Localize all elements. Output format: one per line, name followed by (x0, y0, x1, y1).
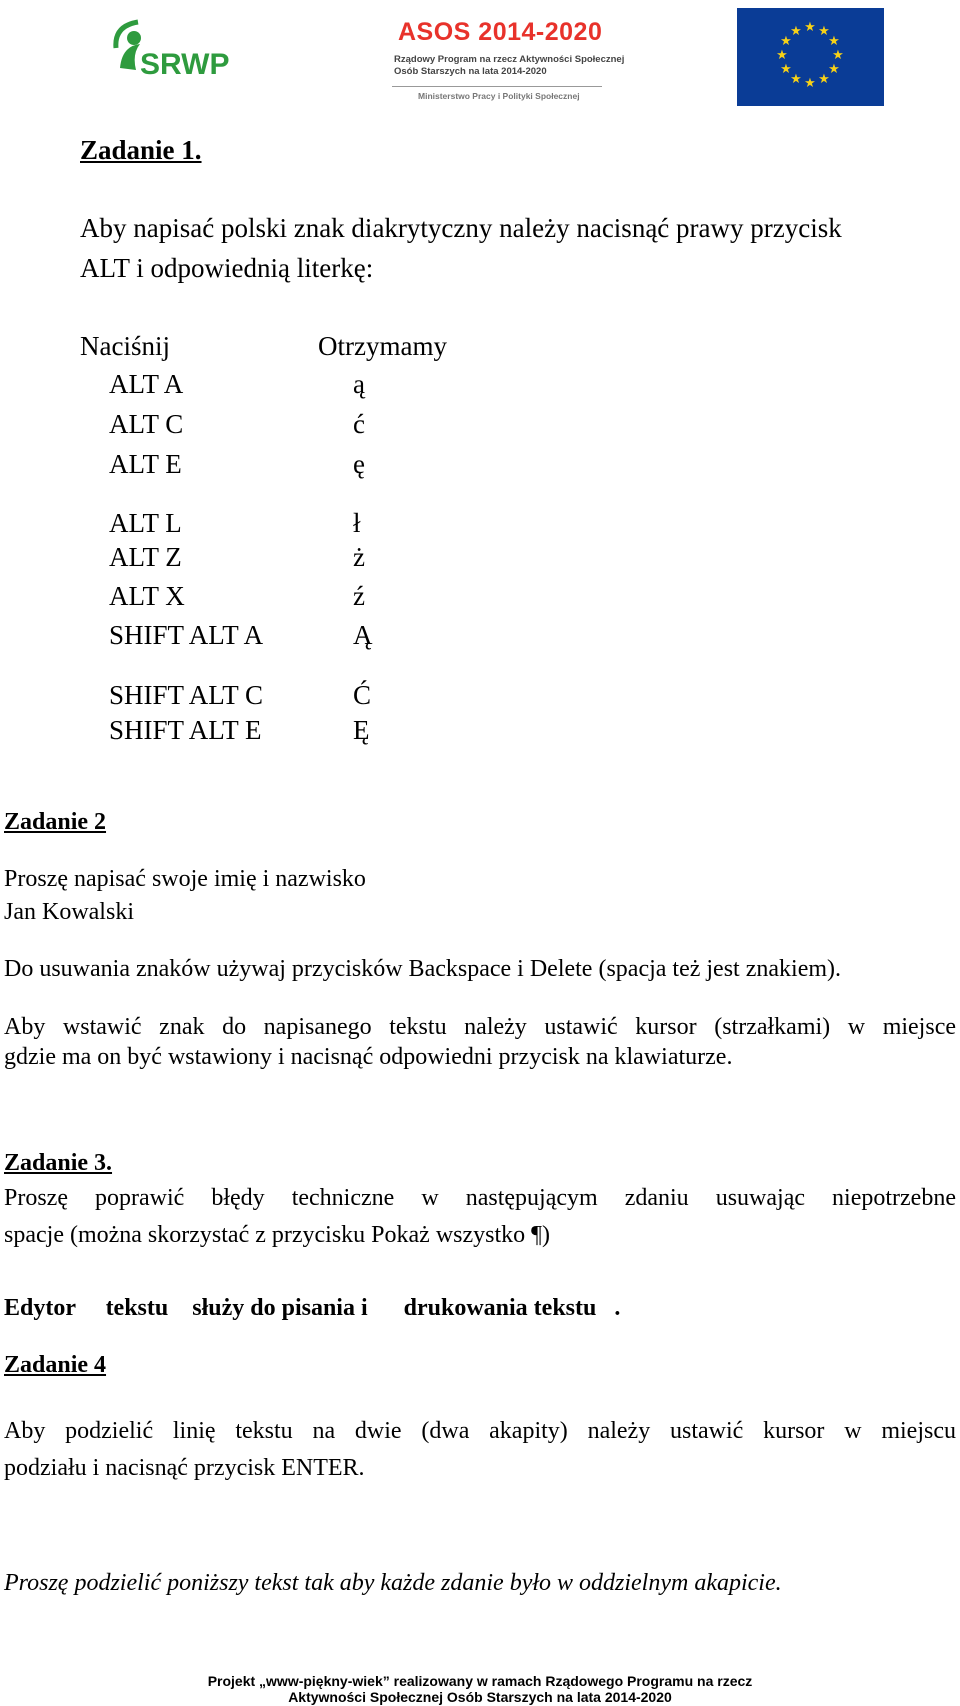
task2-line3: Do usuwania znaków używaj przycisków Backspace i Delete (spacja też jest znakiem). (4, 956, 841, 982)
task1-intro-line2: ALT i odpowiednią literkę: (80, 253, 374, 283)
svg-text:★: ★ (828, 62, 840, 77)
svg-text:★: ★ (780, 34, 792, 49)
svg-text:★: ★ (832, 48, 844, 63)
task2-line4: Aby wstawić znak do napisanego tekstu należy ustawić kursor (strzałkami) w miejsce (4, 1014, 956, 1040)
asos-line-1: Rządowy Program na rzecz Aktywności Społecznej (394, 54, 625, 65)
shortcut-key: ALT X (109, 581, 185, 611)
footer-line1: Projekt „www-piękny-wiek” realizowany w ramach Rządowego Programu na rzecz (207, 1673, 753, 1689)
asos-divider (392, 86, 602, 87)
shortcut-key: SHIFT ALT E (109, 715, 262, 745)
asos-logo (388, 18, 625, 101)
shortcut-char: Ć (353, 680, 372, 710)
svg-text:★: ★ (776, 48, 788, 63)
svg-text:★: ★ (790, 72, 802, 87)
asos-title: ASOS 2014-2020 (398, 18, 603, 46)
task4-instruction: Proszę podzielić poniższy tekst tak aby każde zdanie było w oddzielnym akapicie. (4, 1570, 782, 1596)
footer-line2: Aktywności Społecznej Osób Starszych na lata 2014-2020 (288, 1689, 672, 1705)
eu-flag-icon (737, 8, 884, 106)
svg-text:★: ★ (818, 24, 830, 39)
svg-text:★: ★ (804, 20, 816, 35)
task3-heading: Zadanie 3. (4, 1150, 113, 1176)
task2-heading: Zadanie 2 (4, 809, 107, 835)
shortcut-char: ź (353, 581, 365, 611)
shortcut-key: ALT L (109, 508, 182, 538)
shortcut-key: ALT Z (109, 542, 182, 572)
shortcut-key: SHIFT ALT A (109, 620, 264, 650)
shortcut-key: SHIFT ALT C (109, 680, 264, 710)
task4-line1: Aby podzielić linię tekstu na dwie (dwa akapity) należy ustawić kursor w miejscu (4, 1418, 956, 1444)
shortcut-char: ż (353, 542, 365, 572)
task2-line1: Proszę napisać swoje imię i nazwisko (4, 866, 366, 892)
asos-ministry: Ministerstwo Pracy i Polityki Społecznej (418, 91, 580, 101)
shortcut-char: ę (353, 449, 365, 479)
svg-text:★: ★ (804, 76, 816, 91)
srwp-logo-text: SRWP (140, 48, 230, 81)
srwp-logo (112, 18, 238, 82)
shortcut-char: Ą (353, 620, 373, 650)
task1-heading: Zadanie 1. (80, 135, 202, 165)
task3-line1: Proszę poprawić błędy techniczne w następującym zdaniu usuwając niepotrzebne (4, 1185, 956, 1211)
svg-text:★: ★ (790, 24, 802, 39)
task1-intro-line1: Aby napisać polski znak diakrytyczny należy nacisnąć prawy przycisk (80, 213, 842, 243)
task2-line5: gdzie ma on być wstawiony i nacisnąć odpowiedni przycisk na klawiaturze. (4, 1044, 733, 1070)
column-header-result: Otrzymamy (318, 331, 447, 361)
svg-text:★: ★ (780, 62, 792, 77)
shortcut-key: ALT C (109, 409, 184, 439)
shortcut-char: ć (353, 409, 365, 439)
shortcut-char: ł (353, 508, 361, 538)
task2-name: Jan Kowalski (4, 899, 134, 925)
shortcut-key: ALT A (109, 369, 184, 399)
svg-text:★: ★ (828, 34, 840, 49)
task3-line2: spacje (można skorzystać z przycisku Pokaż wszystko ¶) (4, 1222, 551, 1248)
task3-exercise-sentence: Edytor tekstu służy do pisania i drukowania tekstu . (4, 1295, 621, 1321)
column-header-press: Naciśnij (80, 331, 170, 361)
task4-line2: podziału i nacisnąć przycisk ENTER. (4, 1455, 365, 1481)
shortcut-key: ALT E (109, 449, 182, 479)
task4-heading: Zadanie 4 (4, 1352, 107, 1378)
asos-line-2: Osób Starszych na lata 2014-2020 (394, 66, 547, 77)
shortcut-char: Ę (353, 715, 370, 745)
svg-text:★: ★ (818, 72, 830, 87)
shortcut-char: ą (353, 369, 365, 399)
